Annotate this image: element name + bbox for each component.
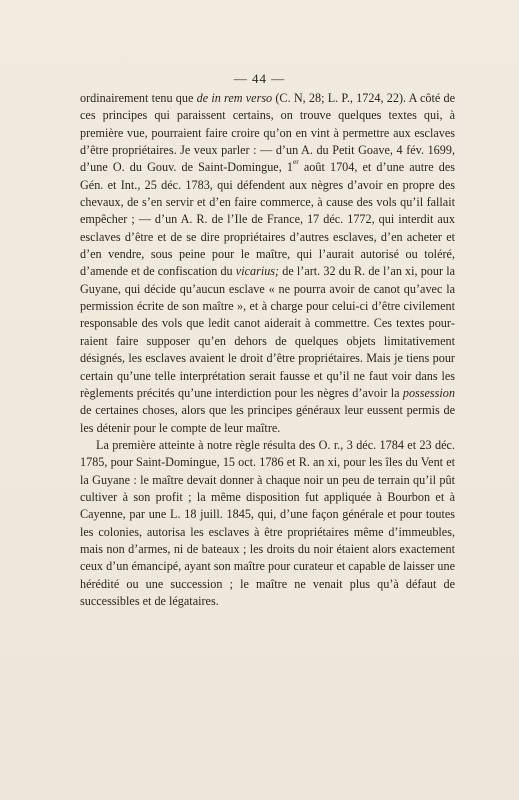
p1-text-4: de l’art. 32 du R. de l’an xi, pour la Guyane, qui décide qu’aucun esclave « ne pourra avoir de canot qu’avec la permission écrite de son maître », et à charge pour celui-ci d’être civilement responsable des vols que ledit canot aiderait à commettre. Ces textes pourraient faire supposer qu’en dehors de quelques objets limitativement désignés, les esclaves avaient le droit d’être propriétaires. Mais je tiens pour certain qu’une telle interprétation serait fausse et qu’il ne faut voir dans les règlements précités qu’une interdiction pour les nègres d’avoir la bbox=[80, 264, 455, 400]
page-number: — 44 — bbox=[233, 71, 286, 86]
p1-italic-3: possession bbox=[402, 385, 455, 400]
paragraph-1 bbox=[80, 90, 455, 437]
p1-italic-1: de in rem verso bbox=[196, 91, 273, 105]
paragraph-2: La première atteinte à notre règle résulta des O. r., 3 déc. 1784 et 23 déc. 1785, pour Saint-Domingue, 15 oct. 1786 et R. an xi, pour les îles du Vent et la Guyane : le maître devait donner à chaque noir un peu de terrain qu’il pût cultiver à son profit ; la même disposition fut appliquée à Bourbon et à Cayenne, par une L. 18 juill. 1845, qui, d’une façon générale et pour toutes les colonies, autorisa les esclaves à être propriétaires même d’immeubles, mais non d’armes, ni de bateaux ; les droits du noir étaient alors exactement ceux d’un émancipé, ayant son maître pour curateur et capable de laisser une hérédité ou une succession ; le maître ne venait plus qu’à défaut de successibles et de légataires. bbox=[80, 437, 455, 608]
p1-text-1: ordinairement tenu que bbox=[80, 91, 197, 105]
p1-superscript: er bbox=[292, 157, 299, 167]
p1-text-5: de certaines choses, alors que les principes généraux leur eussent permis de les détenir pour le compte de leur maître. bbox=[80, 403, 455, 435]
p1-italic-2: vicarius; bbox=[235, 264, 280, 279]
p1-text-2: (C. N, 28; L. P., 1724, 22). A côté de ces principes qui paraissent certains, on trouve quelques textes qui, à première vue, pourraient faire croire qu’on en vint à permettre aux esclaves d’être propriétaires. Je veux parler : — d’un A. du Petit Goave, 4 fév. 1699, d’une O. du Gouv. de Saint-Domingue, 1 bbox=[80, 91, 455, 175]
p1-text-3: août 1704, et d’une autre des Gén. et Int., 25 déc. 1783, qui défendent aux nègres d’avoir en propre des chevaux, de s’en servir et d’en faire commerce, à cause des vols qu’il fallait empêcher ; — d’un A. R. de l’Ile de France, 17 déc. 1772, qui interdit aux esclaves d’être et de se dire propriétaires d’autres esclaves, d’en acheter et d’en vendre, sous peine pour le maître, qui l’aurait autorisé ou toléré, d’amende et de confiscation du bbox=[80, 160, 455, 279]
body-text bbox=[80, 90, 455, 610]
